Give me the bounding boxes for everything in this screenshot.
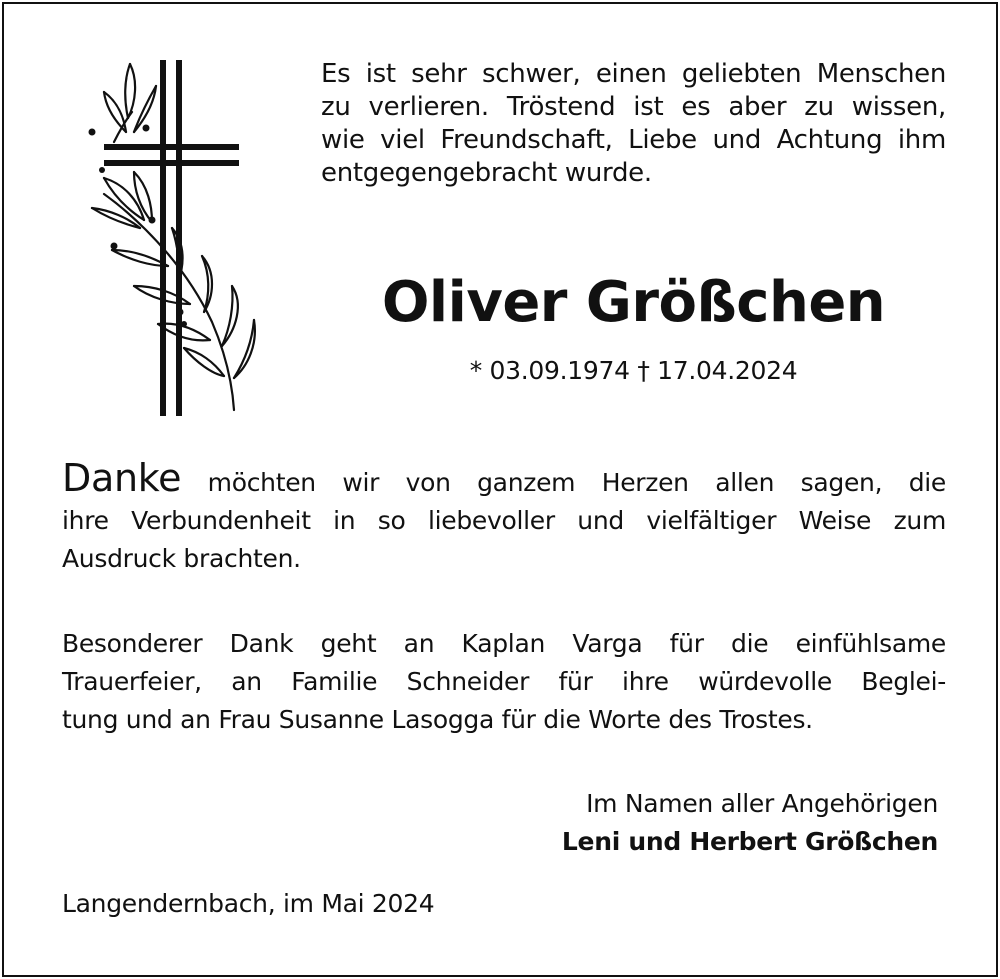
life-dates: * 03.09.1974 † 17.04.2024 xyxy=(469,356,798,385)
obituary-card xyxy=(2,2,998,977)
special-thanks-line: tung und an Frau Susanne Lasogga für die Worte des Trostes. xyxy=(62,705,813,734)
place-and-date: Langendernbach, im Mai 2024 xyxy=(62,889,435,918)
verse-line: entgegengebracht wurde. xyxy=(321,158,652,188)
special-thanks-line: Besonderer Dank geht an Kaplan Varga für die einfühlsame xyxy=(62,629,946,658)
thanks-line xyxy=(62,456,946,502)
special-thanks-paragraph xyxy=(62,625,946,739)
signature-names: Leni und Herbert Größchen xyxy=(561,827,938,856)
thanks-line-rest: möchten wir von ganzem Herzen allen sagen, die xyxy=(181,468,946,497)
danke-lead-word: Danke xyxy=(62,456,182,500)
deceased-name: Oliver Größchen xyxy=(381,270,886,335)
thanks-line: ihre Verbundenheit in so liebevoller und vielfältiger Weise zum xyxy=(62,506,946,535)
special-thanks-line: Trauerfeier, an Familie Schneider für ihre würdevolle Beglei- xyxy=(62,667,946,696)
verse-text xyxy=(321,58,946,190)
signature-intro: Im Namen aller Angehörigen xyxy=(586,789,938,818)
verse-line: zu verlieren. Tröstend ist es aber zu wissen, xyxy=(321,92,946,122)
thanks-line: Ausdruck brachten. xyxy=(62,544,301,573)
verse-line: Es ist sehr schwer, einen geliebten Menschen xyxy=(321,59,946,89)
thanks-paragraph xyxy=(62,456,946,578)
verse-line: wie viel Freundschaft, Liebe und Achtung ihm xyxy=(321,125,946,155)
cross-with-olive-branch-icon xyxy=(84,60,259,420)
